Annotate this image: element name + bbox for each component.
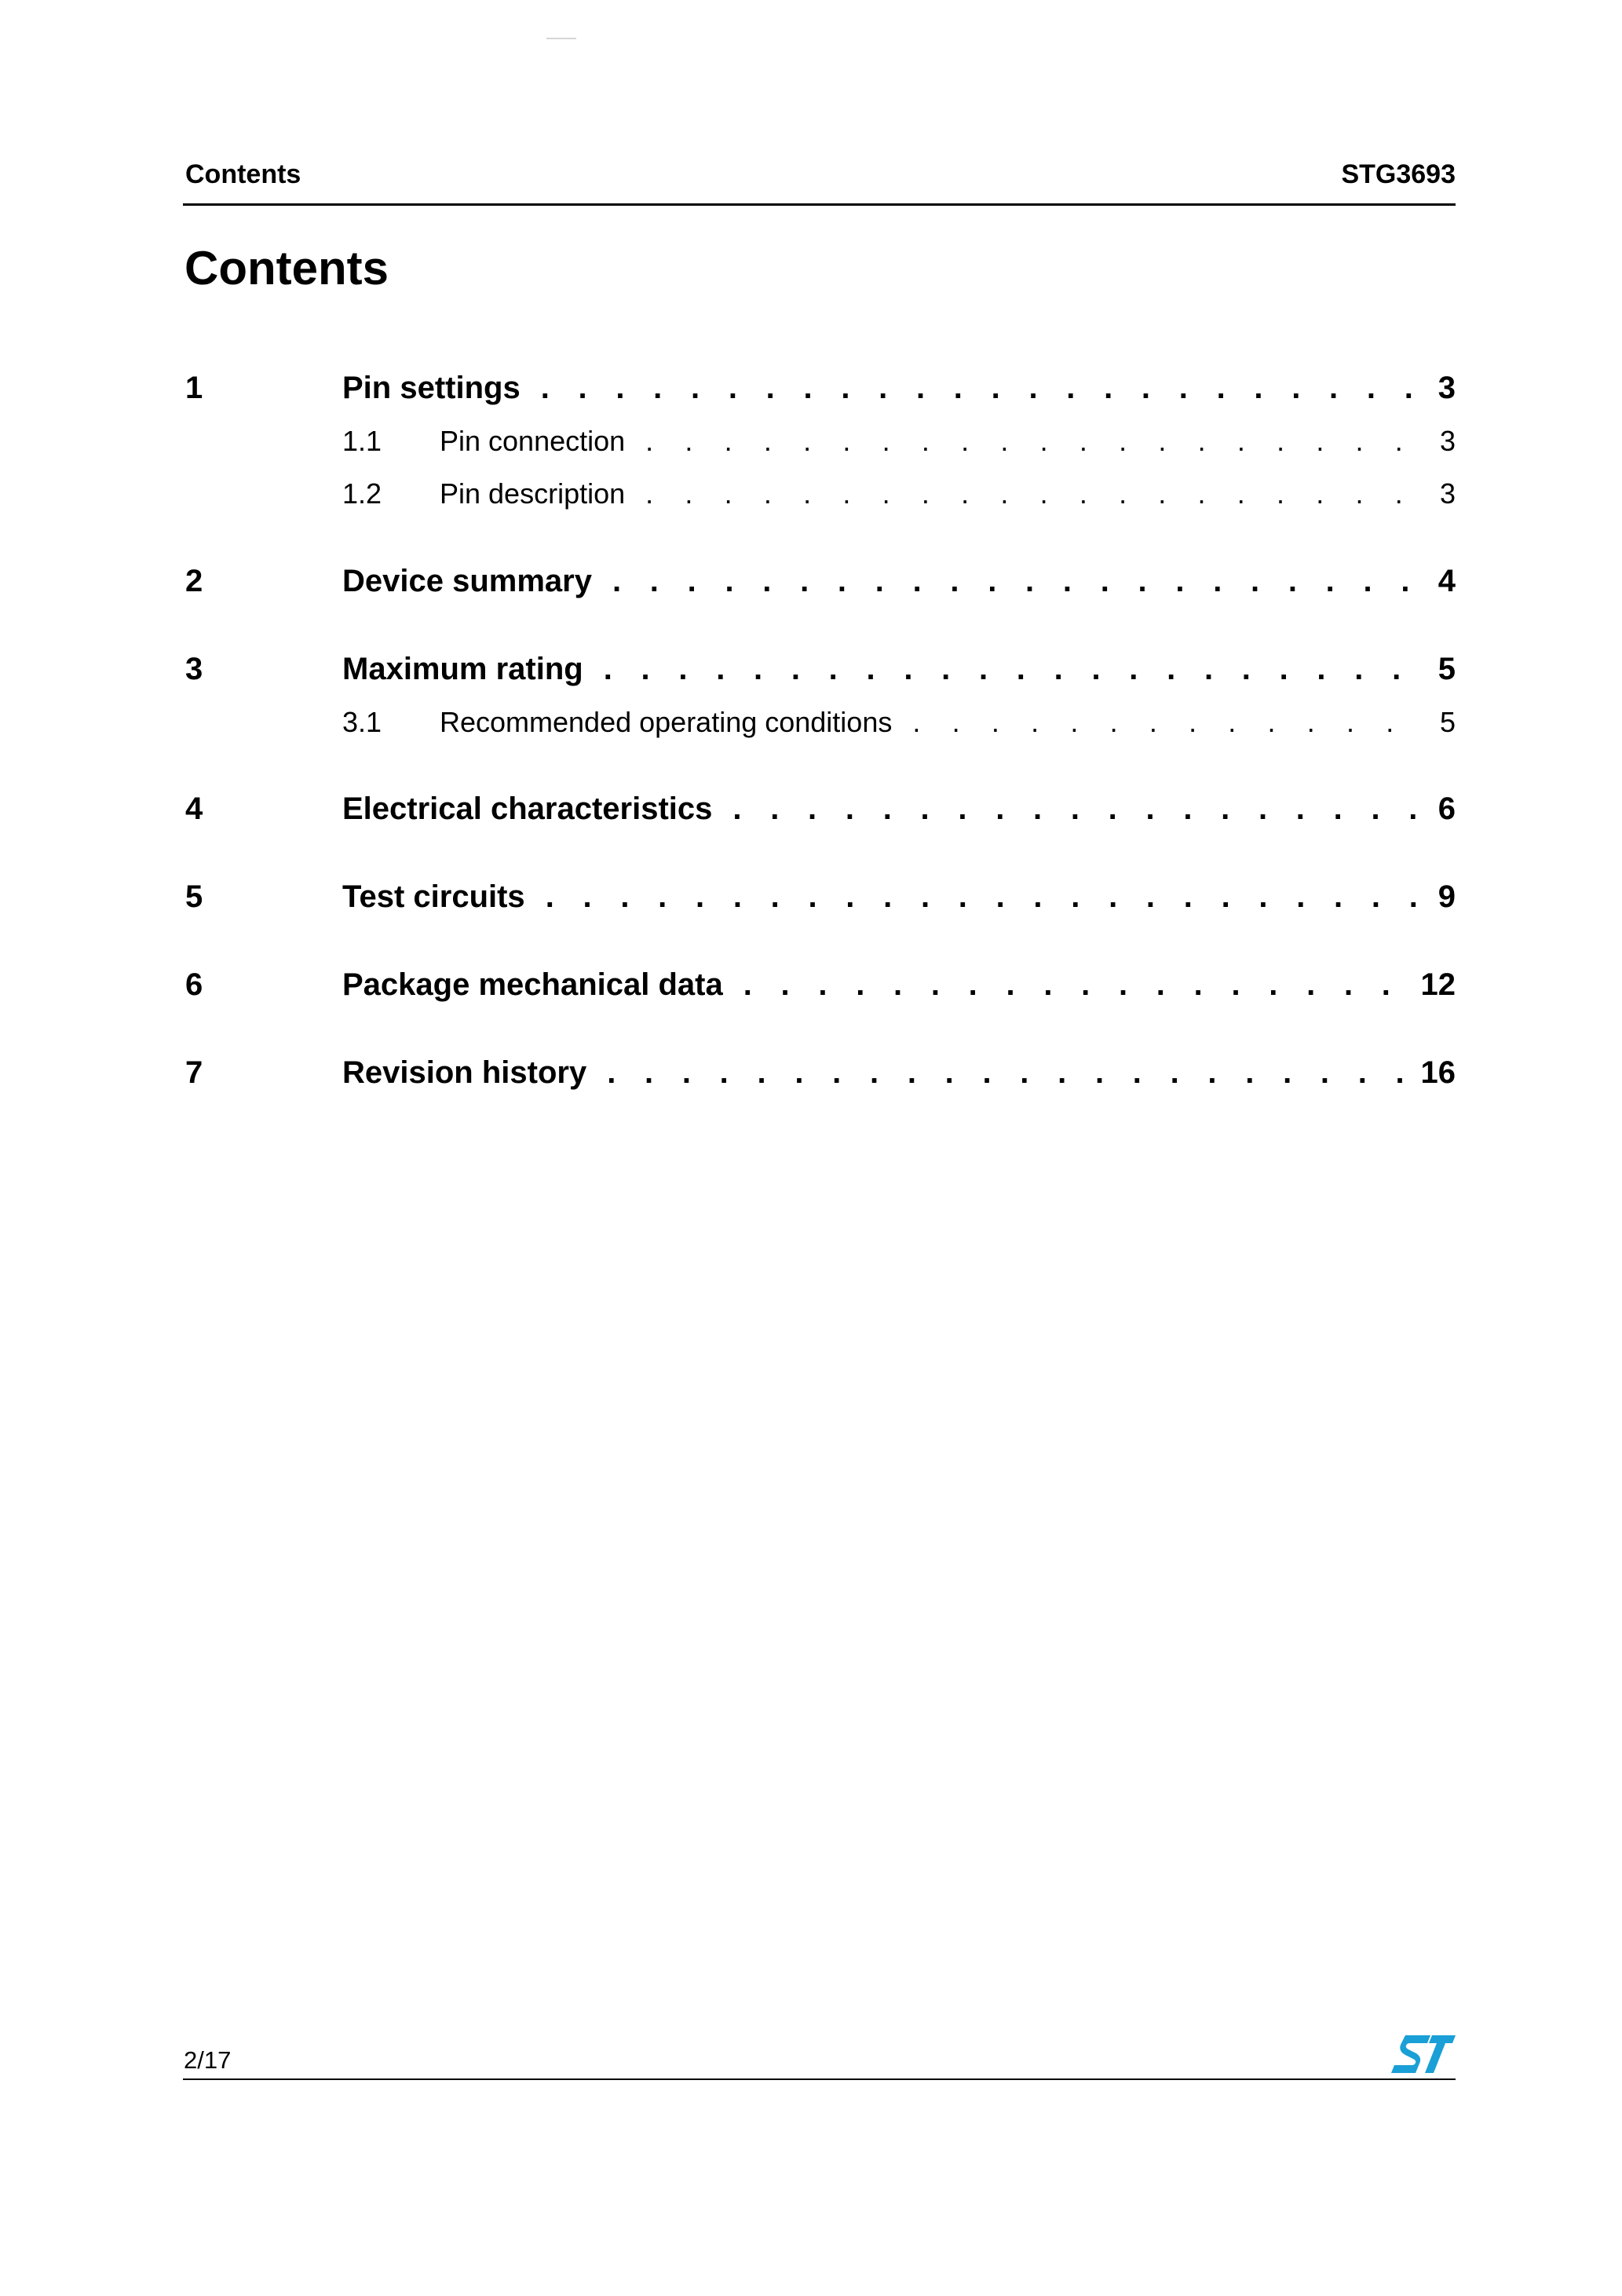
toc-entry-number: 7 <box>185 1055 203 1090</box>
footer-page-number: 2/17 <box>184 2046 232 2074</box>
toc-entry-3-1[interactable] <box>185 704 1456 740</box>
toc-dot-leader <box>732 789 1425 828</box>
toc-entry-page: 12 <box>1420 967 1456 1002</box>
toc-entry-title: Test circuits <box>342 879 525 914</box>
toc-entry-number: 4 <box>185 792 203 826</box>
toc-dot-leader <box>541 368 1426 408</box>
toc-entry-title: Revision history <box>342 1055 587 1090</box>
toc-entry-7[interactable] <box>185 1053 1456 1092</box>
toc-entry-6[interactable] <box>185 965 1456 1004</box>
toc-entry-page: 5 <box>1439 706 1456 738</box>
toc-dot-leader <box>607 1053 1408 1092</box>
toc-entry-title: Electrical characteristics <box>342 792 713 826</box>
toc-entry-2[interactable] <box>185 561 1456 601</box>
page-title: Contents <box>184 242 389 294</box>
toc-entry-page: 3 <box>1439 477 1456 510</box>
toc-entry-1-1[interactable] <box>185 423 1456 459</box>
toc-dot-leader <box>604 649 1426 689</box>
toc-entry-page: 5 <box>1438 652 1456 686</box>
toc-dot-leader <box>912 704 1427 740</box>
toc-entry-title: Package mechanical data <box>342 967 723 1002</box>
toc-entry-title: Pin settings <box>342 371 521 405</box>
toc-entry-title: Pin connection <box>440 425 626 457</box>
toc-entry-number: 3 <box>185 652 203 686</box>
footer-rule <box>183 2078 1456 2080</box>
toc-entry-title: Recommended operating conditions <box>440 706 893 738</box>
toc-entry-title: Device summary <box>342 564 592 598</box>
toc-entry-page: 3 <box>1439 425 1456 457</box>
toc-dot-leader <box>612 561 1426 601</box>
toc-entry-page: 16 <box>1420 1055 1456 1090</box>
header-product-name: STG3693 <box>1341 159 1456 189</box>
toc-dot-leader <box>546 877 1426 916</box>
header-rule <box>183 203 1456 206</box>
toc-entry-number: 1.1 <box>342 425 382 457</box>
toc-entry-title: Pin description <box>440 477 626 510</box>
header-section-title: Contents <box>185 159 301 189</box>
toc-entry-number: 1.2 <box>342 477 382 510</box>
toc-entry-5[interactable] <box>185 877 1456 916</box>
st-logo-icon <box>1391 2034 1456 2075</box>
toc-entry-title: Maximum rating <box>342 652 583 686</box>
toc-entry-page: 9 <box>1438 879 1456 914</box>
toc-entry-number: 2 <box>185 564 203 598</box>
toc-entry-page: 4 <box>1438 564 1456 598</box>
toc-entry-number: 5 <box>185 879 203 914</box>
toc-entry-number: 1 <box>185 371 203 405</box>
toc-dot-leader <box>645 423 1427 459</box>
toc-dot-leader <box>743 965 1408 1004</box>
toc-entry-1[interactable] <box>185 368 1456 408</box>
toc-entry-number: 3.1 <box>342 706 382 738</box>
toc-entry-page: 3 <box>1438 371 1456 405</box>
toc-entry-4[interactable] <box>185 789 1456 828</box>
scan-mark <box>546 38 576 39</box>
toc-entry-page: 6 <box>1438 792 1456 826</box>
toc-entry-number: 6 <box>185 967 203 1002</box>
toc-entry-3[interactable] <box>185 649 1456 689</box>
toc-dot-leader <box>645 476 1427 512</box>
toc-entry-1-2[interactable] <box>185 476 1456 512</box>
